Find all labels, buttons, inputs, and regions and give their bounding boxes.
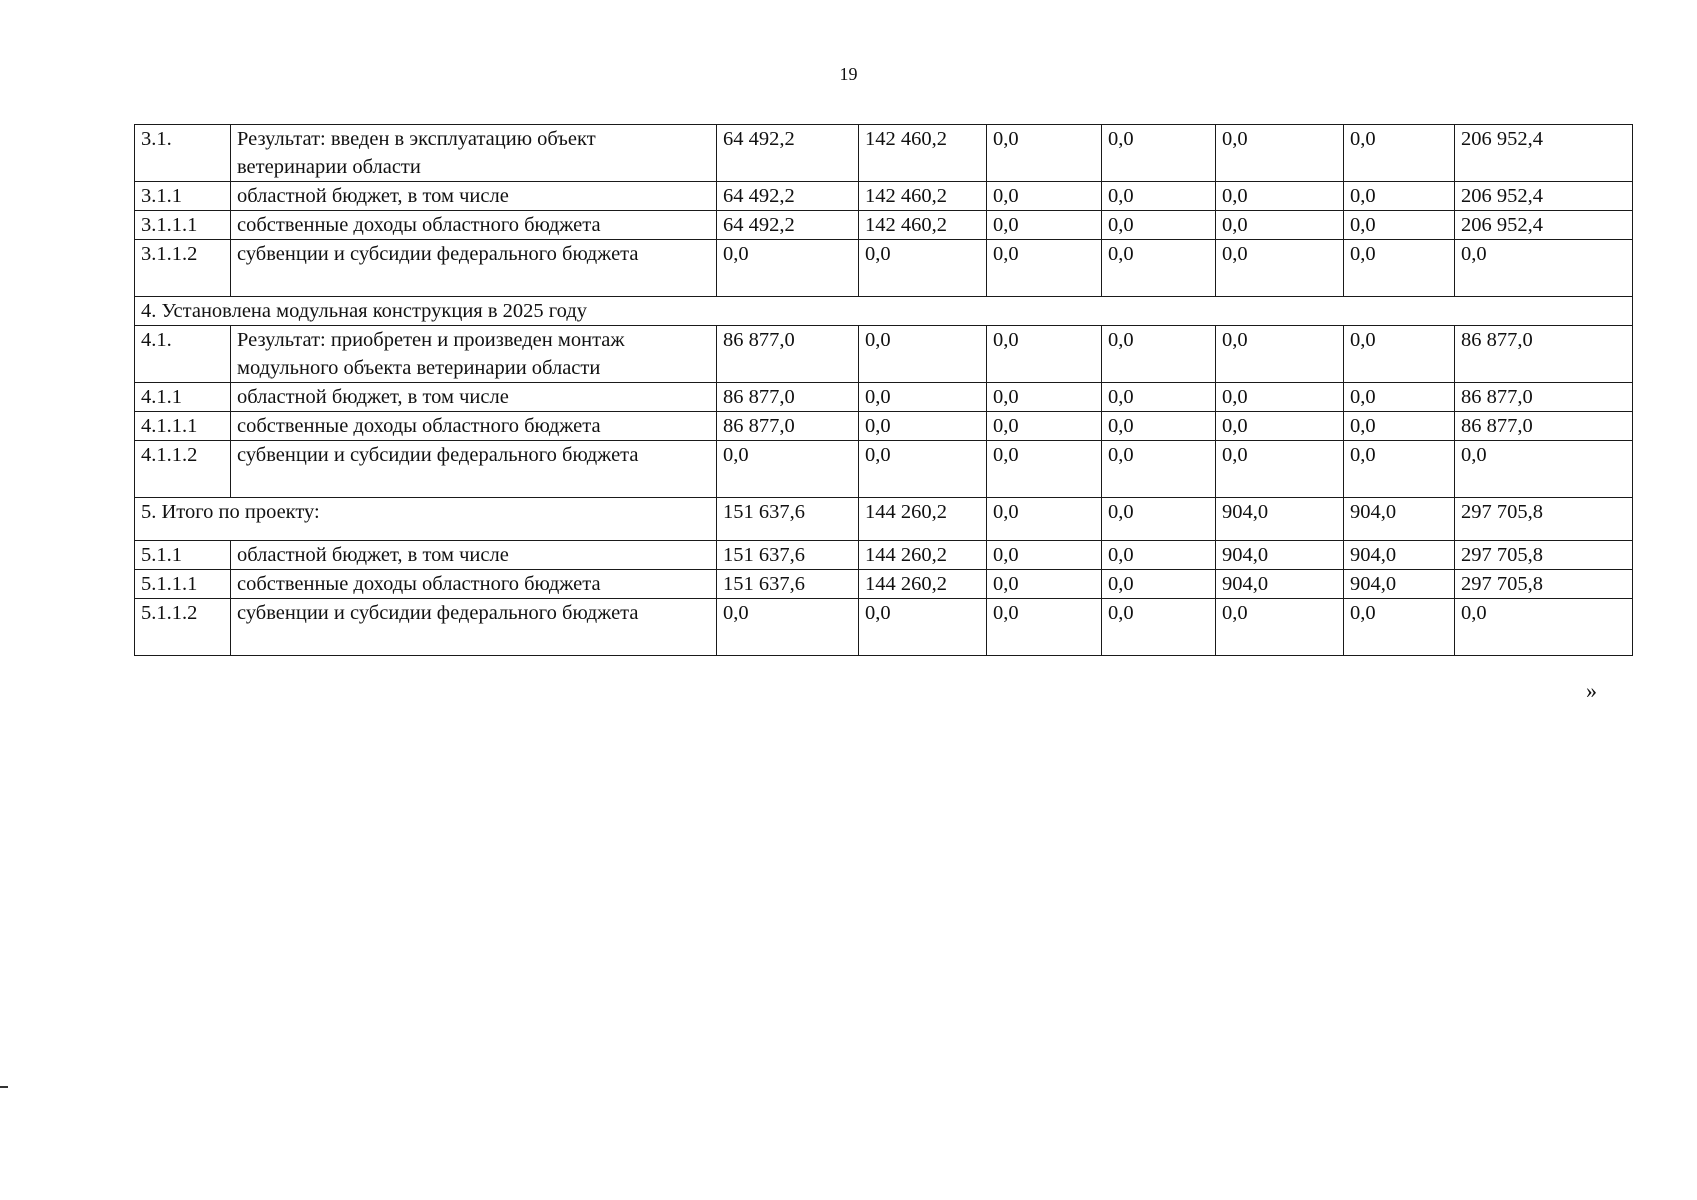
value-cell: 0,0 — [1102, 441, 1216, 498]
total-row — [135, 498, 1633, 541]
value-cell: 142 460,2 — [859, 182, 987, 211]
value-cell: 0,0 — [1344, 383, 1455, 412]
value-cell: 0,0 — [1344, 240, 1455, 297]
value-cell: 86 877,0 — [717, 412, 859, 441]
value-cell: 86 877,0 — [1455, 383, 1633, 412]
row-code-cell: 4.1. — [135, 326, 231, 383]
value-cell: 0,0 — [1102, 383, 1216, 412]
row-code-cell: 4.1.1.2 — [135, 441, 231, 498]
value-cell: 142 460,2 — [859, 125, 987, 182]
value-cell: 144 260,2 — [859, 570, 987, 599]
value-cell: 0,0 — [1216, 441, 1344, 498]
value-cell: 0,0 — [1102, 240, 1216, 297]
value-cell: 0,0 — [1344, 182, 1455, 211]
value-cell: 0,0 — [987, 412, 1102, 441]
value-cell: 0,0 — [717, 599, 859, 656]
value-cell: 86 877,0 — [717, 383, 859, 412]
value-cell: 904,0 — [1344, 570, 1455, 599]
value-cell: 297 705,8 — [1455, 570, 1633, 599]
value-cell: 0,0 — [1102, 412, 1216, 441]
row-code-cell: 4.1.1.1 — [135, 412, 231, 441]
value-cell: 904,0 — [1216, 498, 1344, 541]
value-cell: 0,0 — [859, 412, 987, 441]
row-label-cell: собственные доходы областного бюджета — [231, 412, 717, 441]
value-cell: 151 637,6 — [717, 498, 859, 541]
value-cell: 0,0 — [859, 441, 987, 498]
value-cell: 0,0 — [1216, 599, 1344, 656]
total-label-cell: 5. Итого по проекту: — [135, 498, 717, 541]
row-label-cell: собственные доходы областного бюджета — [231, 570, 717, 599]
value-cell: 86 877,0 — [1455, 326, 1633, 383]
value-cell: 0,0 — [987, 211, 1102, 240]
value-cell: 206 952,4 — [1455, 125, 1633, 182]
page-number: 19 — [839, 64, 858, 84]
row-code-cell: 5.1.1 — [135, 541, 231, 570]
value-cell: 0,0 — [987, 498, 1102, 541]
value-cell: 0,0 — [987, 570, 1102, 599]
row-code-cell: 5.1.1.2 — [135, 599, 231, 656]
value-cell: 64 492,2 — [717, 182, 859, 211]
value-cell: 297 705,8 — [1455, 498, 1633, 541]
value-cell: 0,0 — [987, 326, 1102, 383]
row-code-cell: 5.1.1.1 — [135, 570, 231, 599]
row-label-cell: субвенции и субсидии федерального бюджета — [231, 599, 717, 656]
value-cell: 904,0 — [1216, 541, 1344, 570]
table-row — [135, 383, 1633, 412]
row-label-cell: областной бюджет, в том числе — [231, 182, 717, 211]
table-row — [135, 240, 1633, 297]
value-cell: 0,0 — [1102, 570, 1216, 599]
value-cell: 206 952,4 — [1455, 182, 1633, 211]
value-cell: 0,0 — [1102, 182, 1216, 211]
table-row — [135, 599, 1633, 656]
row-code-cell: 3.1.1 — [135, 182, 231, 211]
value-cell: 0,0 — [1216, 383, 1344, 412]
value-cell: 0,0 — [987, 182, 1102, 211]
value-cell: 151 637,6 — [717, 570, 859, 599]
value-cell: 0,0 — [1344, 599, 1455, 656]
row-label-cell: Результат: введен в эксплуатацию объект ветеринарии области — [231, 125, 717, 182]
value-cell: 904,0 — [1344, 498, 1455, 541]
value-cell: 0,0 — [1102, 326, 1216, 383]
value-cell: 297 705,8 — [1455, 541, 1633, 570]
table-row — [135, 541, 1633, 570]
value-cell: 86 877,0 — [1455, 412, 1633, 441]
value-cell: 0,0 — [1455, 240, 1633, 297]
row-code-cell: 3.1.1.2 — [135, 240, 231, 297]
table-row — [135, 211, 1633, 240]
table-row — [135, 125, 1633, 182]
value-cell: 0,0 — [1102, 599, 1216, 656]
value-cell: 0,0 — [859, 240, 987, 297]
value-cell: 0,0 — [987, 383, 1102, 412]
value-cell: 0,0 — [987, 240, 1102, 297]
table-row — [135, 570, 1633, 599]
row-code-cell: 4.1.1 — [135, 383, 231, 412]
value-cell: 0,0 — [1344, 326, 1455, 383]
value-cell: 0,0 — [1102, 211, 1216, 240]
value-cell: 0,0 — [717, 441, 859, 498]
table-row — [135, 441, 1633, 498]
section-title-cell: 4. Установлена модульная конструкция в 2025 году — [135, 297, 1633, 326]
value-cell: 0,0 — [859, 599, 987, 656]
value-cell: 0,0 — [1216, 326, 1344, 383]
value-cell: 0,0 — [1216, 412, 1344, 441]
value-cell: 0,0 — [1344, 211, 1455, 240]
value-cell: 0,0 — [1102, 125, 1216, 182]
value-cell: 0,0 — [859, 383, 987, 412]
value-cell: 206 952,4 — [1455, 211, 1633, 240]
row-code-cell: 3.1. — [135, 125, 231, 182]
value-cell: 0,0 — [1344, 441, 1455, 498]
row-label-cell: Результат: приобретен и произведен монтаж модульного объекта ветеринарии области — [231, 326, 717, 383]
value-cell: 0,0 — [1216, 125, 1344, 182]
value-cell: 0,0 — [1216, 240, 1344, 297]
value-cell: 86 877,0 — [717, 326, 859, 383]
value-cell: 64 492,2 — [717, 211, 859, 240]
table-row — [135, 412, 1633, 441]
row-label-cell: субвенции и субсидии федерального бюджета — [231, 441, 717, 498]
value-cell: 0,0 — [1102, 498, 1216, 541]
value-cell: 0,0 — [1102, 541, 1216, 570]
value-cell: 904,0 — [1216, 570, 1344, 599]
value-cell: 0,0 — [1344, 412, 1455, 441]
row-label-cell: субвенции и субсидии федерального бюджета — [231, 240, 717, 297]
value-cell: 0,0 — [987, 441, 1102, 498]
value-cell: 144 260,2 — [859, 541, 987, 570]
scan-mark — [0, 1086, 8, 1088]
value-cell: 0,0 — [1216, 211, 1344, 240]
value-cell: 904,0 — [1344, 541, 1455, 570]
value-cell: 0,0 — [987, 541, 1102, 570]
value-cell: 0,0 — [987, 599, 1102, 656]
value-cell: 0,0 — [1216, 182, 1344, 211]
table-body — [135, 125, 1633, 656]
table-row — [135, 182, 1633, 211]
row-label-cell: областной бюджет, в том числе — [231, 383, 717, 412]
value-cell: 0,0 — [859, 326, 987, 383]
value-cell: 151 637,6 — [717, 541, 859, 570]
row-label-cell: собственные доходы областного бюджета — [231, 211, 717, 240]
row-code-cell: 3.1.1.1 — [135, 211, 231, 240]
value-cell: 142 460,2 — [859, 211, 987, 240]
table-row — [135, 326, 1633, 383]
value-cell: 0,0 — [1344, 125, 1455, 182]
row-label-cell: областной бюджет, в том числе — [231, 541, 717, 570]
closing-quote: » — [1586, 678, 1597, 703]
value-cell: 0,0 — [717, 240, 859, 297]
value-cell: 0,0 — [1455, 599, 1633, 656]
value-cell: 64 492,2 — [717, 125, 859, 182]
value-cell: 0,0 — [1455, 441, 1633, 498]
budget-table — [134, 124, 1633, 656]
value-cell: 144 260,2 — [859, 498, 987, 541]
section-row — [135, 297, 1633, 326]
value-cell: 0,0 — [987, 125, 1102, 182]
